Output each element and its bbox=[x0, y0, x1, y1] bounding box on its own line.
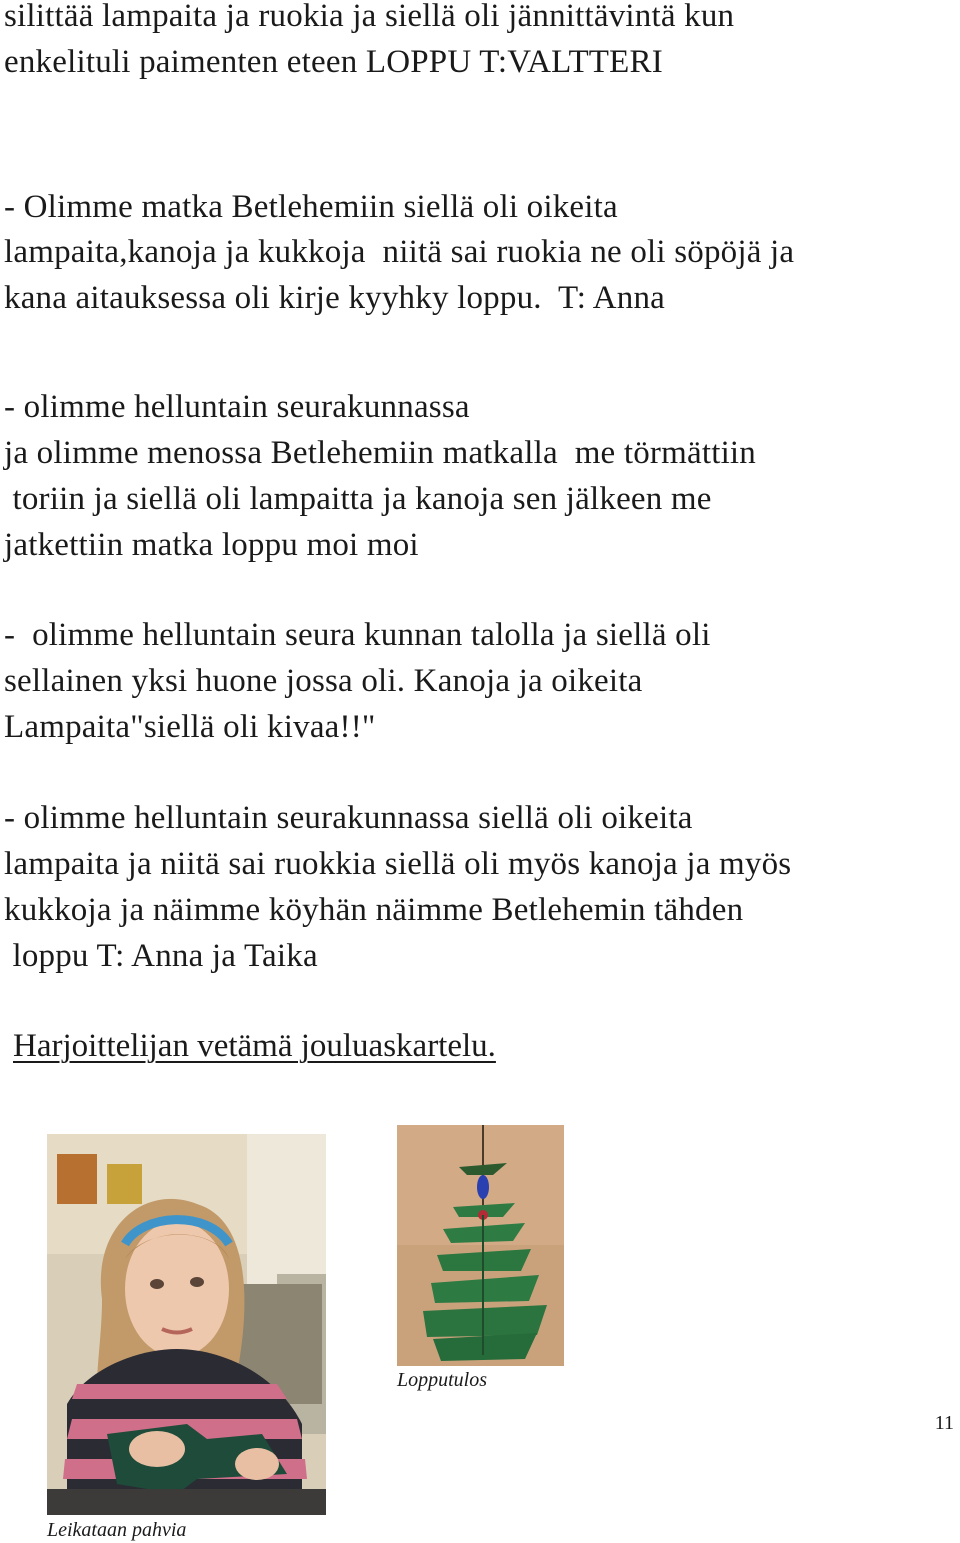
text-line: loppu T: Anna ja Taika bbox=[4, 938, 318, 974]
text-line: jatkettiin matka loppu moi moi bbox=[4, 527, 419, 563]
text-line: - olimme helluntain seurakunnassa bbox=[4, 389, 470, 425]
text-line: - olimme helluntain seurakunnassa siellä oli oikeita bbox=[4, 800, 693, 836]
text-line: - olimme helluntain seura kunnan talolla ja siellä oli bbox=[4, 617, 711, 653]
text-line: silittää lampaita ja ruokia ja siellä oli jännittävintä kun bbox=[4, 0, 735, 34]
text-line: Lampaita"siellä oli kivaa!!" bbox=[4, 709, 376, 745]
girl-photo-caption: Leikataan pahvia bbox=[47, 1519, 187, 1541]
tree-photo-caption: Lopputulos bbox=[397, 1369, 488, 1391]
text-line: lampaita ja niitä sai ruokkia siellä oli myös kanoja ja myös bbox=[4, 846, 792, 882]
text-line: kukkoja ja näimme köyhän näimme Betlehemin tähden bbox=[4, 892, 744, 928]
girl-photo bbox=[47, 1134, 326, 1515]
text-line: sellainen yksi huone jossa oli. Kanoja ja oikeita bbox=[4, 663, 643, 699]
text-line: enkelituli paimenten eteen LOPPU T:VALTTERI bbox=[4, 44, 663, 80]
text-line: - Olimme matka Betlehemiin siellä oli oikeita bbox=[4, 189, 618, 225]
text-line: toriin ja siellä oli lampaitta ja kanoja sen jälkeen me bbox=[4, 481, 712, 517]
text-line: lampaita,kanoja ja kukkoja niitä sai ruokia ne oli söpöjä ja bbox=[4, 234, 795, 270]
text-line: kana aitauksessa oli kirje kyyhky loppu. T: Anna bbox=[4, 280, 666, 316]
page-number: 11 bbox=[934, 1412, 954, 1434]
section-heading: Harjoittelijan vetämä jouluaskartelu. bbox=[13, 1028, 496, 1064]
text-line: ja olimme menossa Betlehemiin matkalla me törmättiin bbox=[4, 435, 757, 471]
tree-photo bbox=[397, 1125, 564, 1366]
